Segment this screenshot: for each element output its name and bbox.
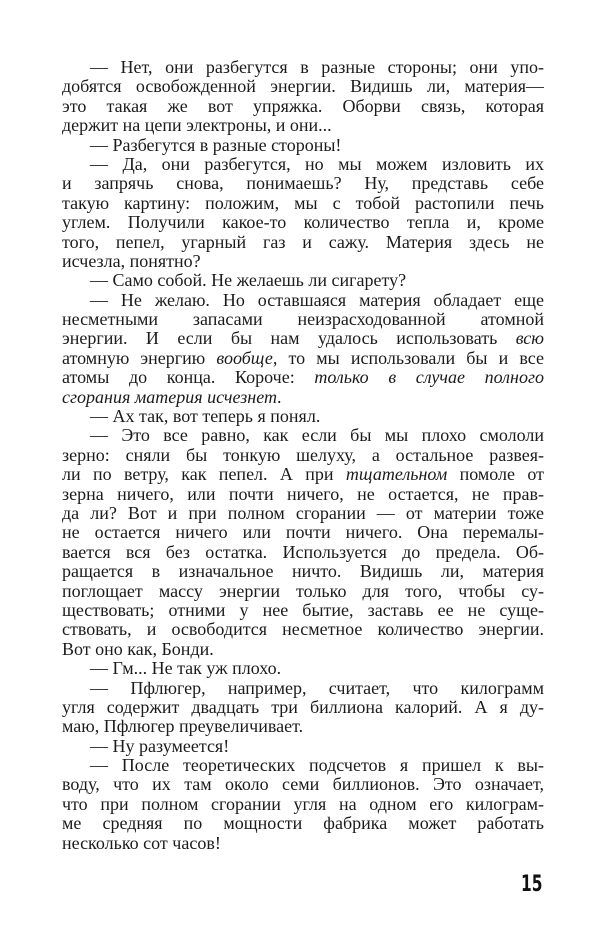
italic-text: вообще [216, 348, 273, 368]
text-segment: ствовать, и освободится несметное количество энергии. [62, 620, 544, 640]
text-segment: несметными запасами неизрасходованной атомной [62, 310, 544, 330]
text-line [62, 446, 544, 465]
text-segment: держит на цепи электроны, и они... [62, 116, 332, 136]
text-segment: угля содержит двадцать три биллиона калорий. А я ду- [62, 697, 544, 717]
text-segment: — Гм... Не так уж плохо. [90, 659, 282, 679]
text-segment: — Нет, они разбегутся в разные стороны; они упо- [90, 58, 544, 77]
text-line [62, 426, 544, 445]
text-segment: — Ну разумеется! [90, 736, 230, 756]
text-segment: — После теоретических подсчетов я пришел к вы- [90, 756, 544, 776]
text-segment: энергии. И если бы нам удалось использовать [62, 329, 516, 349]
text-segment: Вот оно как, Бонди. [62, 639, 214, 659]
text-segment: поглощает массу энергии только для того, чтобы су- [62, 581, 544, 601]
text-segment: ме средняя по мощности фабрика может работать [62, 814, 544, 834]
italic-text: только в случае полного [314, 368, 544, 388]
text-line [62, 233, 544, 252]
text-segment: зерно: сняли бы тонкую шелуху, а остальное развея- [62, 445, 544, 465]
text-segment: атомы до конца. Короче: [62, 368, 315, 388]
text-segment: исчезла, понятно? [62, 251, 201, 271]
text-line [62, 252, 544, 271]
text-line [62, 679, 544, 698]
text-line [62, 136, 544, 155]
text-line [62, 77, 544, 96]
text-line [62, 349, 544, 368]
text-segment: ращается в изначальное ничто. Видишь ли, материя [62, 562, 544, 582]
text-line [62, 485, 544, 504]
text-line [62, 834, 544, 853]
text-line [62, 368, 544, 387]
text-segment: , то мы использовали бы и все [272, 348, 544, 368]
text-segment: того, пепел, угарный газ и сажу. Материя здесь не [62, 232, 544, 252]
text-line [62, 116, 544, 135]
text-line [62, 620, 544, 639]
text-segment: такую картину: положим, мы с тобой растопили печь [62, 193, 544, 213]
text-line [62, 97, 544, 116]
text-line [62, 407, 544, 426]
text-segment: ли по ветру, как пепел. А при [62, 465, 346, 485]
text-segment: — Это все равно, как если бы мы плохо смололи [90, 426, 544, 446]
text-segment: углем. Получили какое-то количество тепла и, кроме [62, 213, 544, 233]
italic-text: сгорания материя исчезнет [62, 387, 277, 407]
text-segment: добятся освобожденной энергии. Видишь ли, материя— [62, 77, 544, 97]
text-segment: . [276, 387, 282, 407]
text-segment: — Само собой. Не желаешь ли сигарету? [90, 271, 407, 291]
text-segment: воду, что их там около семи биллионов. Это означает, [62, 775, 544, 795]
text-line [62, 271, 544, 290]
text-segment: — Не желаю. Но оставшаяся материя обладает еще [90, 290, 544, 310]
page-number: 15 [521, 872, 543, 897]
text-segment: атомную энергию [62, 348, 217, 368]
text-segment: да ли? Вот и при полном сгорании — от материи тоже [62, 503, 544, 523]
text-line [62, 58, 544, 77]
text-segment: что при полном сгорании угля на одном его килограм- [62, 794, 544, 814]
text-line [62, 504, 544, 523]
text-line [62, 291, 544, 310]
text-line [62, 543, 544, 562]
text-segment: и запрячь снова, понимаешь? Ну, представь себе [62, 174, 544, 194]
text-line [62, 795, 544, 814]
text-line [62, 213, 544, 232]
book-page-text [62, 58, 544, 853]
text-segment: ществовать; отними у нее бытие, заставь ее не суще- [62, 600, 544, 620]
text-line [62, 659, 544, 678]
text-line [62, 310, 544, 329]
text-line [62, 155, 544, 174]
text-segment: помоле от [447, 465, 544, 485]
text-segment: маю, Пфлюгер преувеличивает. [62, 717, 304, 737]
text-segment: — Пфлюгер, например, считает, что килограмм [90, 678, 544, 698]
italic-text: всю [515, 329, 544, 349]
text-segment: вается вся без остатка. Используется до предела. Об- [62, 542, 544, 562]
text-line [62, 756, 544, 775]
text-line [62, 814, 544, 833]
text-line [62, 523, 544, 542]
text-line [62, 562, 544, 581]
text-line [62, 775, 544, 794]
text-line [62, 698, 544, 717]
text-line [62, 640, 544, 659]
text-segment: — Разбегутся в разные стороны! [90, 135, 342, 155]
text-segment: зерна ничего, или почти ничего, не остается, не прав- [62, 484, 544, 504]
text-line [62, 174, 544, 193]
text-segment: несколько сот часов! [62, 833, 221, 853]
text-segment: — Ах так, вот теперь я понял. [90, 407, 321, 427]
text-line [62, 194, 544, 213]
text-line [62, 601, 544, 620]
italic-text: тщательном [345, 465, 448, 485]
text-line [62, 388, 544, 407]
text-line [62, 329, 544, 348]
text-line [62, 582, 544, 601]
text-segment: не остается ничего или почти ничего. Она перемалы- [62, 523, 544, 543]
text-segment: это такая же вот упряжка. Оборви связь, которая [62, 96, 544, 116]
text-line [62, 465, 544, 484]
text-segment: — Да, они разбегутся, но мы можем изловить их [90, 154, 544, 174]
text-line [62, 737, 544, 756]
text-line [62, 717, 544, 736]
